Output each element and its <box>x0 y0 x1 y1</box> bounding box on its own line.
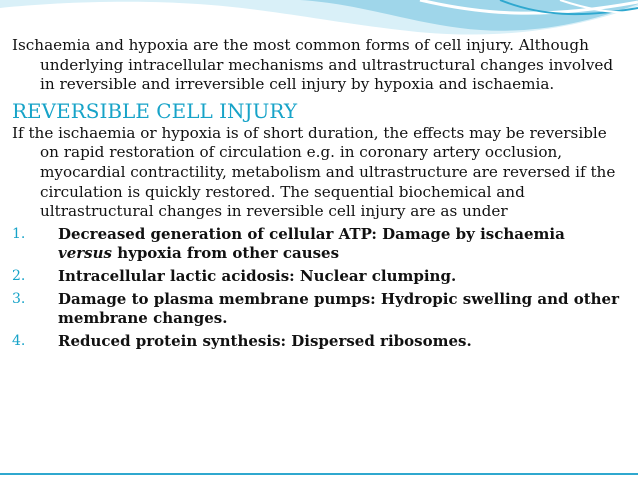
body-paragraph: If the ischaemia or hypoxia is of short duration, the effects may be reversible on rapid restoration of circulation e.g. in coronary artery occlusion, myocardial contractility, metabolism and ultrastructure are reversed if the circulation is quickly restored. The sequential biochemical and ultrastructural changes in reversible cell injury are as under <box>12 123 616 221</box>
list-item <box>12 290 624 328</box>
section-heading: REVERSIBLE CELL INJURY <box>12 98 298 123</box>
list-item-text-end: hypoxia from other causes <box>111 243 340 262</box>
intro-paragraph: Ischaemia and hypoxia are the most common forms of cell injury. Although underlying intracellular mechanisms and ultrastructural changes involved in reversible and irreversible cell injury by hypoxia and ischaemia. <box>12 36 614 94</box>
header-wave-decoration <box>0 0 638 40</box>
list-number: 1. <box>12 225 26 242</box>
list-item-text: Decreased generation of cellular ATP: Damage by ischaemia <box>58 224 565 243</box>
list-item-text: Intracellular lactic acidosis: Nuclear clumping. <box>58 266 457 285</box>
slide-content <box>12 36 624 355</box>
list-item <box>12 225 624 263</box>
changes-list <box>12 225 624 351</box>
list-item-text: Damage to plasma membrane pumps: Hydropic swelling and other membrane changes. <box>58 289 619 327</box>
list-number: 2. <box>12 267 26 284</box>
list-number: 4. <box>12 332 26 349</box>
list-number: 3. <box>12 290 26 307</box>
list-item-text: Reduced protein synthesis: Dispersed ribosomes. <box>58 331 472 350</box>
footer-rule <box>0 473 638 475</box>
list-item-emphasis: versus <box>58 243 112 262</box>
list-item <box>12 267 624 286</box>
list-item <box>12 332 624 351</box>
